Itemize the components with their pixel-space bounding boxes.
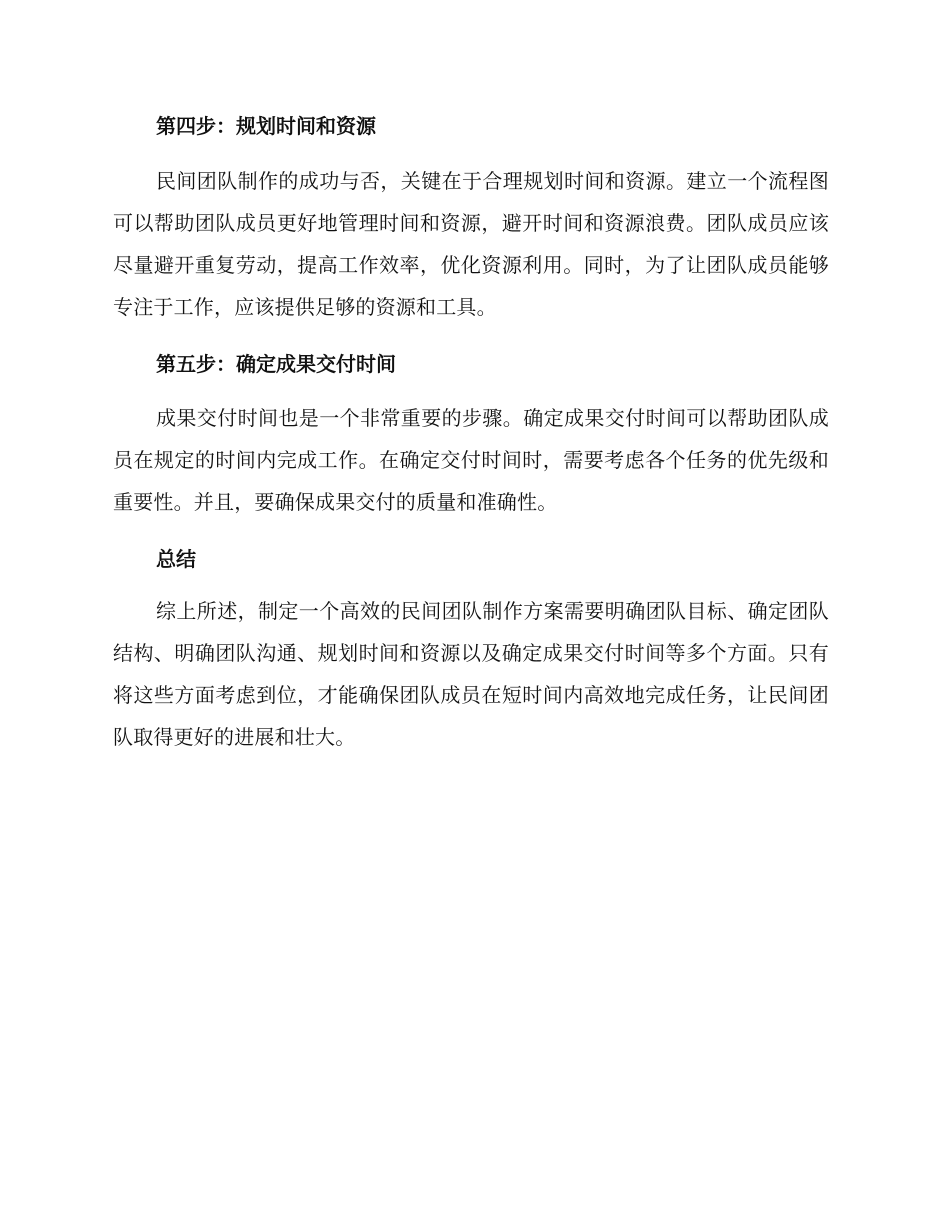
section-heading-step-5: 第五步：确定成果交付时间 — [156, 352, 396, 376]
section-paragraph-step-4: 民间团队制作的成功与否，关键在于合理规划时间和资源。建立一个流程图可以帮助团队成员更好地管理时间和资源，避开时间和资源浪费。团队成员应该尽量避开重复劳动，提高工作效率，优化资源利用。同时，为了让团队成员能够专注于工作，应该提供足够的资源和工具。 — [113, 169, 829, 319]
section-paragraph-summary: 综上所述，制定一个高效的民间团队制作方案需要明确团队目标、确定团队结构、明确团队沟通、规划时间和资源以及确定成果交付时间等多个方面。只有将这些方面考虑到位，才能确保团队成员在短时间内高效地完成任务，让民间团队取得更好的进展和壮大。 — [113, 599, 829, 749]
section-heading-step-4: 第四步：规划时间和资源 — [156, 114, 376, 138]
section-paragraph-step-5: 成果交付时间也是一个非常重要的步骤。确定成果交付时间可以帮助团队成员在规定的时间内完成工作。在确定交付时间时，需要考虑各个任务的优先级和重要性。并且，要确保成果交付的质量和准确性。 — [113, 406, 829, 514]
section-heading-summary: 总结 — [156, 547, 196, 571]
